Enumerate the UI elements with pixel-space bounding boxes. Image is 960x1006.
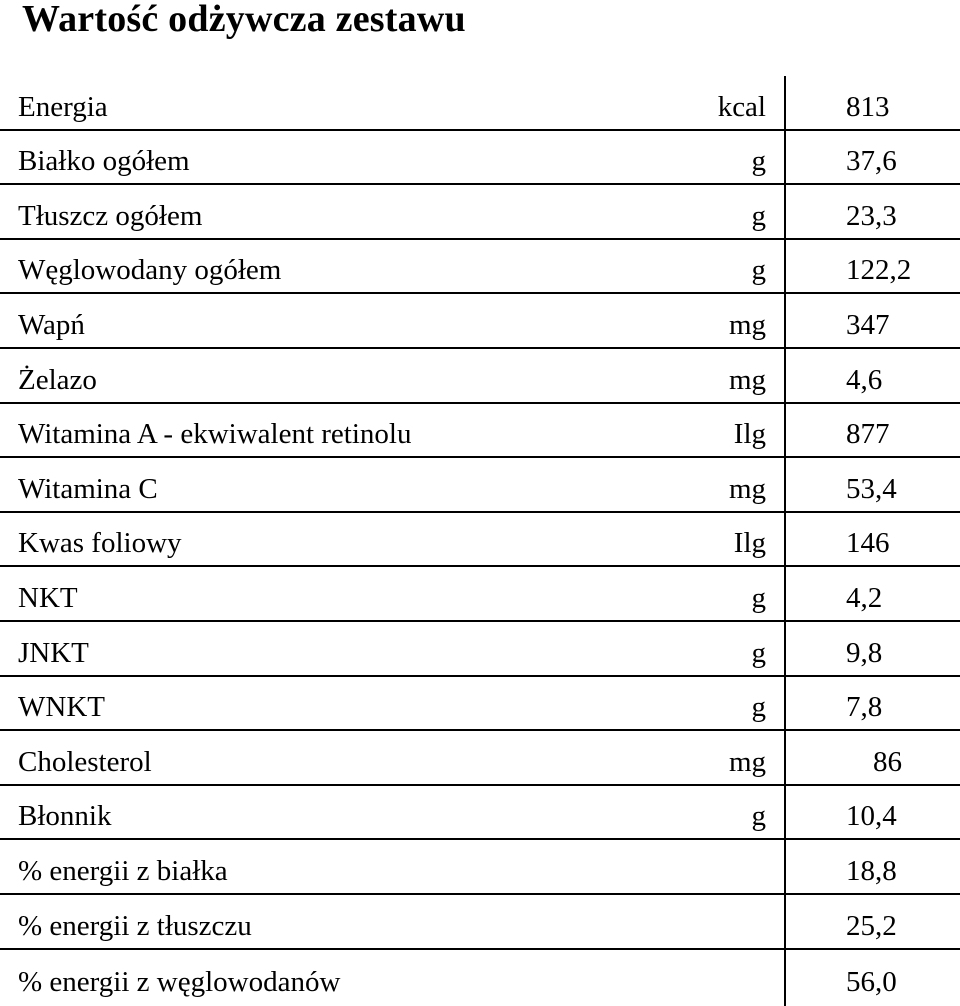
table-row [0,731,960,786]
table-row [0,840,960,895]
nutrient-name: Białko ogółem [18,145,190,178]
table-row [0,294,960,349]
nutrient-name: % energii z tłuszczu [18,909,252,942]
nutrient-value: 23,3 [846,199,897,232]
nutrient-unit: mg [728,308,766,341]
nutrient-name: Tłuszcz ogółem [18,199,203,232]
table-row [0,458,960,513]
table-row [0,677,960,732]
nutrient-unit: mg [728,472,766,505]
nutrient-name: Węglowodany ogółem [18,254,282,287]
table-row [0,185,960,240]
nutrient-unit: g [751,691,766,724]
page-title: Wartość odżywcza zestawu [22,0,466,40]
nutrient-unit: g [751,636,766,669]
table-row [0,786,960,841]
nutrient-name: % energii z białka [18,854,228,887]
nutrient-unit: g [751,800,766,833]
table-row [0,567,960,622]
table-row [0,240,960,295]
nutrient-name: NKT [18,581,78,614]
nutrient-value: 877 [846,418,890,451]
nutrient-name: Energia [18,90,108,123]
nutrient-name: Błonnik [18,800,112,833]
nutrient-name: Wapń [18,308,85,341]
nutrient-name: % energii z węglowodanów [18,966,341,999]
table-row [0,404,960,459]
nutrient-value: 122,2 [846,254,912,287]
table-row [0,349,960,404]
nutrient-unit: mg [728,363,766,396]
nutrient-unit: kcal [717,90,766,123]
column-divider [784,76,786,1006]
nutrient-name: Cholesterol [18,745,152,778]
nutrient-value: 86 [873,745,902,778]
nutrient-value: 56,0 [846,966,897,999]
table-row [0,950,960,1005]
nutrient-value: 10,4 [846,800,897,833]
nutrient-value: 53,4 [846,472,897,505]
nutrient-value: 4,2 [846,581,883,614]
nutrient-name: Witamina A - ekwiwalent retinolu [18,418,412,451]
nutrient-value: 18,8 [846,854,897,887]
nutrient-name: WNKT [18,691,105,724]
nutrient-value: 9,8 [846,636,883,669]
nutrient-value: 37,6 [846,145,897,178]
nutrient-value: 347 [846,308,890,341]
nutrient-unit: g [751,581,766,614]
nutrient-value: 813 [846,90,890,123]
nutrient-unit: Ilg [733,418,766,451]
nutrient-value: 7,8 [846,691,883,724]
table-row [0,622,960,677]
nutrient-value: 4,6 [846,363,883,396]
nutrient-unit: g [751,145,766,178]
nutrient-name: Kwas foliowy [18,527,182,560]
nutrient-name: JNKT [18,636,89,669]
table-row [0,513,960,568]
nutrient-unit: Ilg [733,527,766,560]
nutrient-unit: mg [728,745,766,778]
nutrient-value: 146 [846,527,890,560]
nutrient-value: 25,2 [846,909,897,942]
nutrient-unit: g [751,254,766,287]
table-row [0,76,960,131]
table-row [0,131,960,186]
nutrient-unit: g [751,199,766,232]
nutrient-name: Witamina C [18,472,158,505]
nutrition-table [0,76,960,1004]
table-row [0,895,960,950]
nutrient-name: Żelazo [18,363,97,396]
